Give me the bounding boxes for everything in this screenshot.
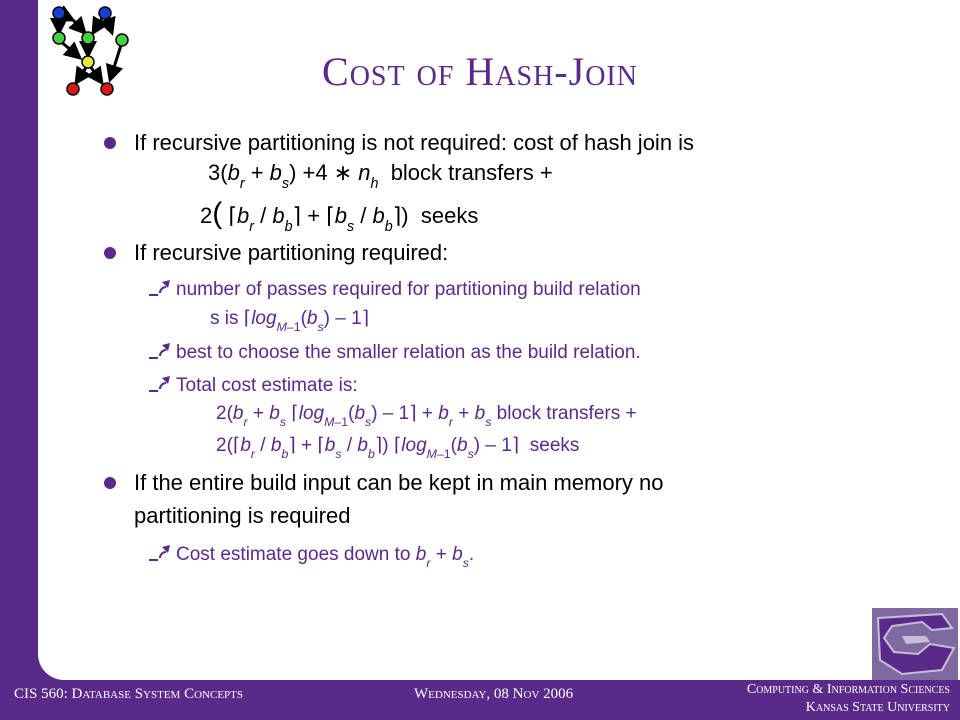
formula-passes: s is $⌈\log_{M-1}(b_s)$ – 1⌉ bbox=[210, 308, 370, 335]
seeks-text: seeks bbox=[529, 435, 580, 456]
bullet-dot-icon bbox=[104, 137, 116, 149]
s-is-text: s is bbox=[210, 308, 239, 329]
sub-bullet-2-text: best to choose the smaller relation as the build relation. bbox=[176, 342, 641, 363]
formula-total-transfers: $2(b_r + b_s$ $⌈\log_{M-1}(b_s)$ – 1⌉ + $b_r + b_s$ block transfers + bbox=[216, 403, 637, 430]
seeks-text: seeks bbox=[420, 203, 479, 228]
bullet-3-line1: If the entire build input can be kept in main memory no bbox=[134, 470, 664, 495]
cost-goes-down-text: Cost estimate goes down to bbox=[176, 544, 411, 565]
graph-node-icon bbox=[53, 7, 65, 19]
sub-bullet-1-text: number of passes required for partitioning build relation bbox=[176, 279, 641, 300]
bullet-1-text: If recursive partitioning is not required: cost of hash join is bbox=[134, 130, 695, 155]
slide-title: Cost of Hash-Join bbox=[322, 49, 638, 94]
graph-node-icon bbox=[82, 32, 94, 44]
footer-date: Wednesday, 08 Nov 2006 bbox=[414, 686, 574, 702]
sub-bullet-icon bbox=[146, 374, 174, 396]
slide-body bbox=[38, 0, 960, 680]
footer-course: CIS 560: Database System Concepts bbox=[14, 686, 243, 702]
graph-node-icon bbox=[99, 7, 111, 19]
bullet-2-text: If recursive partitioning required: bbox=[134, 240, 449, 265]
sub-bullet-icon bbox=[146, 543, 174, 565]
graph-node-icon bbox=[116, 34, 128, 46]
formula-seeks: 2( $⌈b_r$ / $b_b⌉$ + $⌈b_s$ / $b_b⌉$) seeks bbox=[200, 197, 479, 235]
bullet-dot-icon bbox=[104, 247, 116, 259]
sub-bullet-icon bbox=[146, 278, 174, 300]
block-transfers-text: block transfers + bbox=[496, 403, 637, 424]
sub-bullet-3-text: Total cost estimate is: bbox=[176, 375, 358, 396]
bullet-3-line2: partitioning is required bbox=[134, 503, 351, 528]
footer-univ: Kansas State University bbox=[805, 700, 950, 715]
ksu-powercat-logo bbox=[872, 608, 958, 680]
formula-total-seeks: $2(⌈b_r$ / $b_b⌉$ + $⌈b_s$ / $b_b⌉$) $⌈\log_{M-1}(b_s)$ – 1⌉ seeks bbox=[216, 435, 580, 462]
graph-node-icon bbox=[53, 32, 65, 44]
bullet-dot-icon bbox=[104, 477, 116, 489]
formula-block-transfers: $3(b_r + b_s) +4$ ∗ $n_h$ block transfers + bbox=[208, 160, 553, 192]
footer-dept: Computing & Information Sciences bbox=[746, 682, 950, 697]
sub-bullet-4-text: Cost estimate goes down to $b_r + b_s$. bbox=[176, 544, 475, 571]
block-transfers-text: block transfers + bbox=[390, 160, 553, 185]
sub-bullet-icon bbox=[146, 341, 174, 363]
